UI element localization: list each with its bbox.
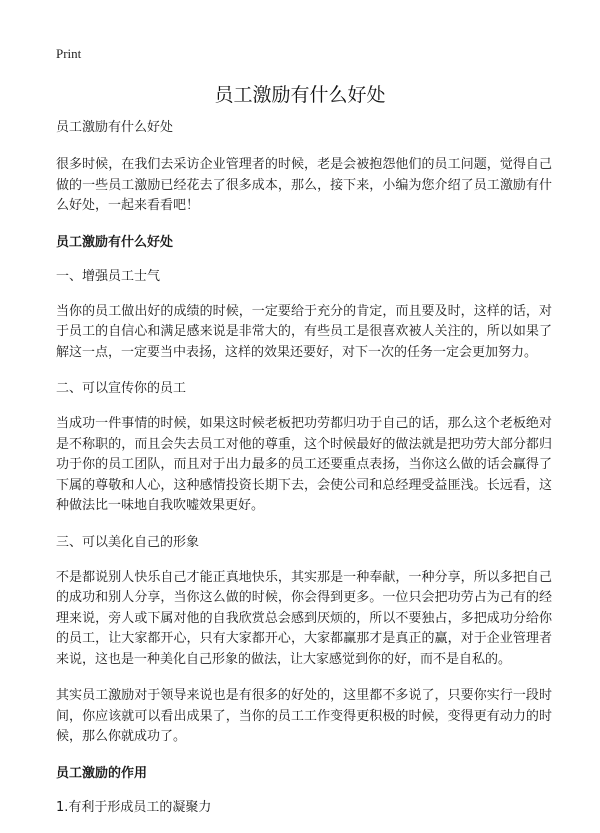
point-paragraph-1: 当你的员工做出好的成绩的时候，一定要给于充分的肯定，而且要及时，这样的话，对于员工的自信心和满足感来说是非常大的，有些员工是很喜欢被人关注的，所以如果了解这一点，一定要当中表扬，这样的效果还要好，对下一次的任务一定会更加努力。 <box>56 303 552 360</box>
point-title-2: 二、可以宣传你的员工 <box>56 381 187 396</box>
section-heading-benefits: 员工激励有什么好处 <box>56 234 174 250</box>
point-paragraph-2: 当成功一件事情的时候，如果这时候老板把功劳都归功于自己的话，那么这个老板绝对是不称职的，而且会失去员工对他的尊重，这个时候最好的做法就是把功劳大部分都归功于你的员工团队，而且对于出力最多的员工还要重点表扬，当你这么做的话会赢得了下属的尊敬和人心，这种感情投资长期下去，会使公司和总经理受益匪浅。长远看，这种做法比一味地自我吹嘘效果更好。 <box>56 416 552 513</box>
conclusion-paragraph: 其实员工激励对于领导来说也是有很多的好处的，这里都不多说了，只要你实行一段时间，你应该就可以看出成果了，当你的员工工作变得更积极的时候，变得更有动力的时候，那么你就成功了。 <box>56 688 552 744</box>
point-title-1: 一、增强员工士气 <box>56 268 161 284</box>
section-heading-function: 员工激励的作用 <box>56 765 148 781</box>
page-title: 员工激励有什么好处 <box>214 84 386 106</box>
function-item-1: 1.有利于形成员工的凝聚力 <box>56 799 212 815</box>
article-subtitle: 员工激励有什么好处 <box>56 120 174 135</box>
print-link[interactable]: Print <box>56 46 82 61</box>
article-body <box>56 118 552 833</box>
point-paragraph-3: 不是都说别人快乐自己才能正真地快乐，其实那是一种奉献，一种分享，所以多把自己的成功和别人分享，当你这么做的时候，你会得到更多。一位只会把功劳占为己有的经理来说，旁人或下属对他的自我欣赏总会感到厌烦的，所以不要独占，多把成功分给你的员工，让大家都开心，只有大家都开心，大家都赢那才是真正的赢，对于企业管理者来说，这也是一种美化自己形象的做法，让大家感觉到你的好，而不是自私的。 <box>56 569 552 667</box>
intro-paragraph: 很多时候，在我们去采访企业管理者的时候，老是会被抱怨他们的员工问题，觉得自己做的一些员工激励已经花去了很多成本，那么，接下来，小编为您介绍了员工激励有什么好处，一起来看看吧！ <box>56 157 552 213</box>
point-title-3: 三、可以美化自己的形象 <box>56 534 200 550</box>
